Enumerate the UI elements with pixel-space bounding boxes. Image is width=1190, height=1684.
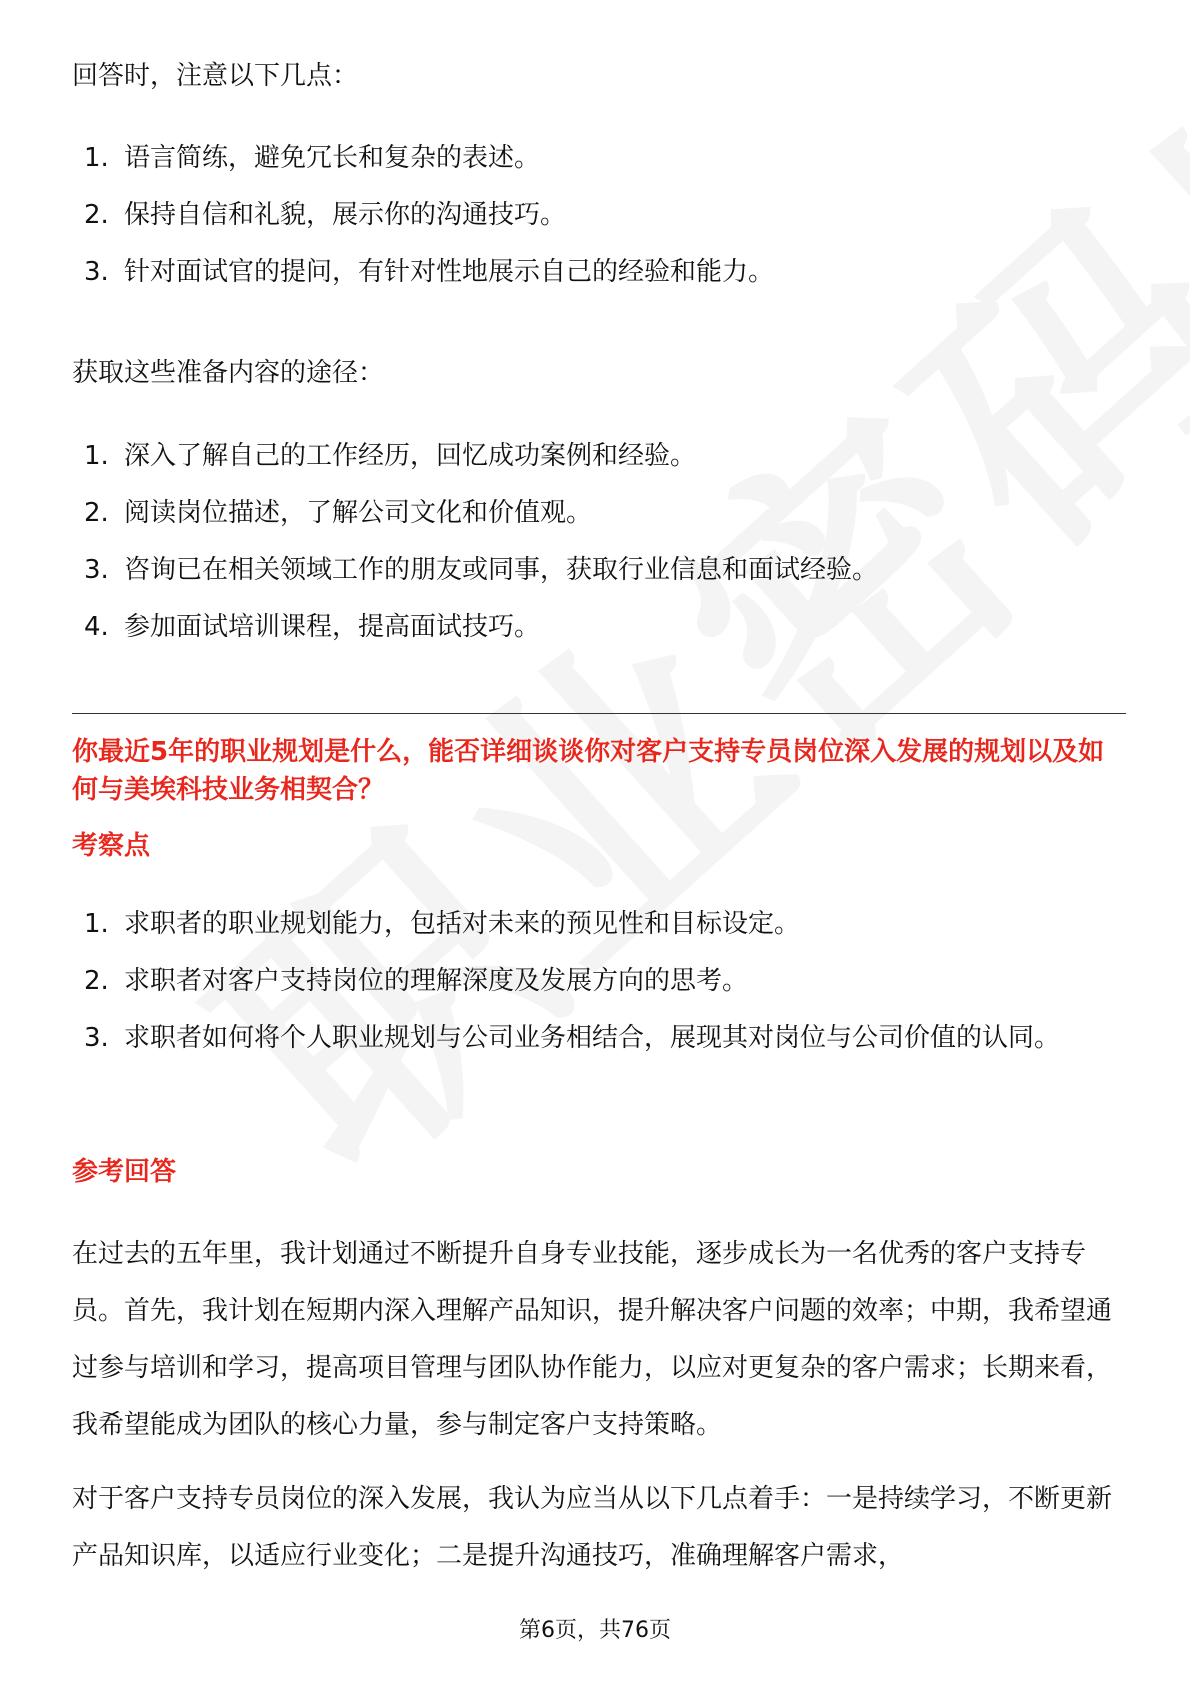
assessment-heading: 考察点 — [72, 831, 151, 861]
list-item: 1. 深入了解自己的工作经历，回忆成功案例和经验。 — [84, 441, 697, 471]
list-item: 2. 求职者对客户支持岗位的理解深度及发展方向的思考。 — [84, 966, 749, 996]
answer-heading: 参考回答 — [72, 1157, 177, 1187]
list-item: 4. 参加面试培训课程，提高面试技巧。 — [84, 612, 541, 642]
list-item: 1. 语言简练，避免冗长和复杂的表述。 — [84, 143, 541, 173]
sources-heading: 获取这些准备内容的途径： — [72, 358, 385, 388]
page-number: 第6页，共76页 — [519, 1618, 671, 1643]
list-item: 3. 咨询已在相关领域工作的朋友或同事，获取行业信息和面试经验。 — [84, 555, 879, 585]
list-item: 3. 求职者如何将个人职业规划与公司业务相结合，展现其对岗位与公司价值的认同。 — [84, 1023, 1061, 1053]
list-item: 2. 保持自信和礼貌，展示你的沟通技巧。 — [84, 200, 567, 230]
list-item: 3. 针对面试官的提问，有针对性地展示自己的经验和能力。 — [84, 257, 775, 287]
answer-paragraph: 在过去的五年里，我计划通过不断提升自身专业技能，逐步成长为一名优秀的客户支持专员。首先，我计划在短期内深入理解产品知识，提升解决客户问题的效率；中期，我希望通过参与培训和学习，提高项目管理与团队协作能力，以应对更复杂的客户需求；长期来看，我希望能成为团队的核心力量，参与制定客户支持策略。 — [72, 1239, 1113, 1440]
list-item: 2. 阅读岗位描述，了解公司文化和价值观。 — [84, 498, 593, 528]
section-divider — [72, 713, 1126, 714]
question-title: 你最近5年的职业规划是什么，能否详细谈谈你对客户支持专员岗位深入发展的规划以及如何与美埃科技业务相契合？ — [72, 737, 1105, 805]
sources-list — [84, 428, 1124, 656]
answer-paragraph: 对于客户支持专员岗位的深入发展，我认为应当从以下几点着手：一是持续学习，不断更新产品知识库，以适应行业变化；二是提升沟通技巧，准确理解客户需求， — [72, 1484, 1113, 1571]
intro-tips-heading: 回答时，注意以下几点： — [72, 61, 359, 91]
intro-tips-list — [84, 130, 1124, 301]
list-item: 1. 求职者的职业规划能力，包括对未来的预见性和目标设定。 — [84, 909, 801, 939]
assessment-list — [84, 896, 1124, 1067]
